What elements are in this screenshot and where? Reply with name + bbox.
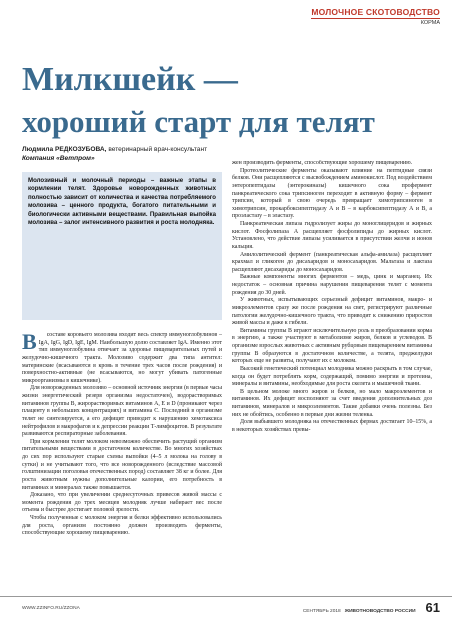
paragraph: Важные компоненты многих ферментов – медь, цинк и марганец. Их недостаток – основная причина нарушения пищеварения телят с момента рождения до 30 дней. bbox=[232, 274, 432, 296]
page-number: 61 bbox=[425, 600, 440, 615]
author-name: Людмила РЕДКОЗУБОВА, bbox=[22, 146, 107, 153]
section-rubric bbox=[311, 7, 440, 26]
paragraph: жен производить ферменты, способствующие хорошему пищеварению. bbox=[232, 160, 413, 166]
byline bbox=[22, 145, 207, 163]
paragraph: В составе коровьего молозива входит весь спектр иммуноглобулинов – IgA, IgG, IgD, IgE, IgM. Наибольшую долю составляет IgA. Именно этот тип иммуноглобулина отвечает за здоровье пищеварительных путей и желудочно-кишечного тракта. Молозиво содержит два типа антител: материнские (всасываются в кровь в течение трех часов после рождения) и поверхностно-активные (не всасываются, но могут убивать патогенные микроорганизмы в кишечнике). bbox=[22, 332, 222, 384]
lead-paragraph: Молозивный и молочный периоды – важные этапы в кормлении телят. Здоровье новорожденных животных полностью зависит от количества и качества потребляемого молозива – ценного продукта, богатого питательными и биологически активными веществами. Правильная выпойка молозива – залог интенсивного развития и роста молодняка. bbox=[22, 172, 222, 320]
paragraph: Доказано, что при увеличении среднесуточных привесов живой массы с момента рождения до трех месяцев молодняк лучше набирает вес после отъема и быстрее достигает половой зрелости. bbox=[22, 492, 222, 514]
paragraph: У животных, испытывающих серьезный дефицит витаминов, макро- и микроэлементов сразу же после рождения на свет, регистрируют различные патологии желудочно-кишечного тракта, что приводит к снижению приростов живой массы и даже к гибели. bbox=[232, 297, 432, 327]
article-column-right bbox=[232, 160, 432, 596]
issue-date: СЕНТЯБРЬ 2018 bbox=[302, 609, 341, 614]
paragraph: В цельном молоке много жиров и белков, но мало макроэлементов и витаминов. Их дефицит восполняют за счет введения дополнительных доз витаминов, минералов и микроэлементов. Такие добавки очень полезны. Без них не обойтись, особенно в первые дни жизни теленка. bbox=[232, 388, 432, 418]
author-role: ветеринарный врач-консультант bbox=[106, 146, 208, 153]
paragraph: Чтобы полученные с молоком энергия и белки эффективно использовались для роста, организм постоянно должен производить ферменты, способствующие хорошему пищеварению. bbox=[22, 515, 222, 537]
headline-line-2: хороший старт для телят bbox=[22, 104, 375, 139]
magazine-name: ЖИВОТНОВОДСТВО РОССИИ bbox=[344, 609, 416, 614]
rubric-subtitle: КОРМА bbox=[311, 18, 440, 26]
rubric-title: МОЛОЧНОЕ СКОТОВОДСТВО bbox=[311, 7, 440, 17]
paragraph: Витамины группы В играют исключительную роль в преобразовании корма в энергию, а также участвуют в метаболизме жиров, белков и углеводов. В организме взрослых животных с активным рубцовым пищеварением витамины группы В образуются в достаточном количестве, а телята, преджелудки которых еще не развиты, получают их с молоком. bbox=[232, 327, 432, 365]
article-column-left bbox=[22, 332, 222, 596]
footer-website[interactable]: WWW.ZZINFO.RU/ZZONA bbox=[22, 606, 80, 611]
paragraph: При кормлении телят молоком невозможно обеспечить растущий организм питательными веществами в достаточном количестве. Во многих хозяйствах до сих пор используют старые схемы выпойки (4–5 л молока на голову в сутки) и не учитывают того, что все новорожденного (вследствие массовой голштинизации поголовья отечественных пород) составляет 38 кг и более. Для роста животным нужны дополнительные калории, его потребность в витаминах и минералах также повышается. bbox=[22, 438, 222, 491]
footer-right bbox=[303, 600, 440, 615]
drop-cap: В bbox=[22, 332, 37, 354]
paragraph: Доля выбывшего молодняка на отечественных фермах достигает 10–15%, а в некоторых хозяйствах превы- bbox=[232, 419, 432, 433]
paragraph: Панкреатическая липаза гидролизует жиры до моноглицеридов и жирных кислот. Фосфолипаза А расщепляет фосфолипиды до жирных кислот. Установлено, что действие липазы усиливается в присутствии желчи и ионов кальция. bbox=[232, 221, 432, 250]
paragraph: Протеолитические ферменты оказывают влияние на пептидные связи белков. Они расщепляются с высвобождением аминокислот. Под воздействием энтеропептидазы (энтерокиназы) кишечного сока профермент панкреатического сока трипсиноген переходит в активную форму – фермент трипсин, который в свою очередь превращает химотрипсиноген в химотрипсин, прокарбоксипептидазу А и В – в карбоксипептидазу А и В, а проэластазу – в эластазу. bbox=[232, 167, 432, 220]
article-headline bbox=[22, 62, 375, 140]
author-company: Компания «Ветпром» bbox=[22, 155, 95, 162]
paragraph: Для новорожденных молозиво – основной источник энергии (в первые часы жизни энергетический резерв организма недостаточен), водорастворимых витаминов группы В, жирорастворимых витаминов А, Е и D (проникают через плаценту в небольших концентрациях) и витамина С. Последний в организме телят не синтезируется, а его дефицит приводит к нарушению хемотаксиса нейтрофилов и макрофагов и к депрессии реакции Т-лимфоцитов. В результате развиваются респираторные заболевания. bbox=[22, 385, 222, 438]
paragraph: Амилолитический фермент (панкреатическая альфа-амилаза) расщепляет крахмал и гликоген до дисахаридов и моносахаридов. Мальтаза и лактаза расщепляют дисахариды до моносахаридов. bbox=[232, 251, 432, 273]
paragraph: Высокий генетический потенциал молодняка можно раскрыть в том случае, когда он будет потреблять корм, содержащий, помимо энергии и протеина, минералы и витамины, необходимые для роста скелета и мышечной ткани. bbox=[232, 365, 432, 388]
headline-line-1: Милкшейк — bbox=[22, 61, 238, 98]
page-footer bbox=[0, 596, 452, 626]
